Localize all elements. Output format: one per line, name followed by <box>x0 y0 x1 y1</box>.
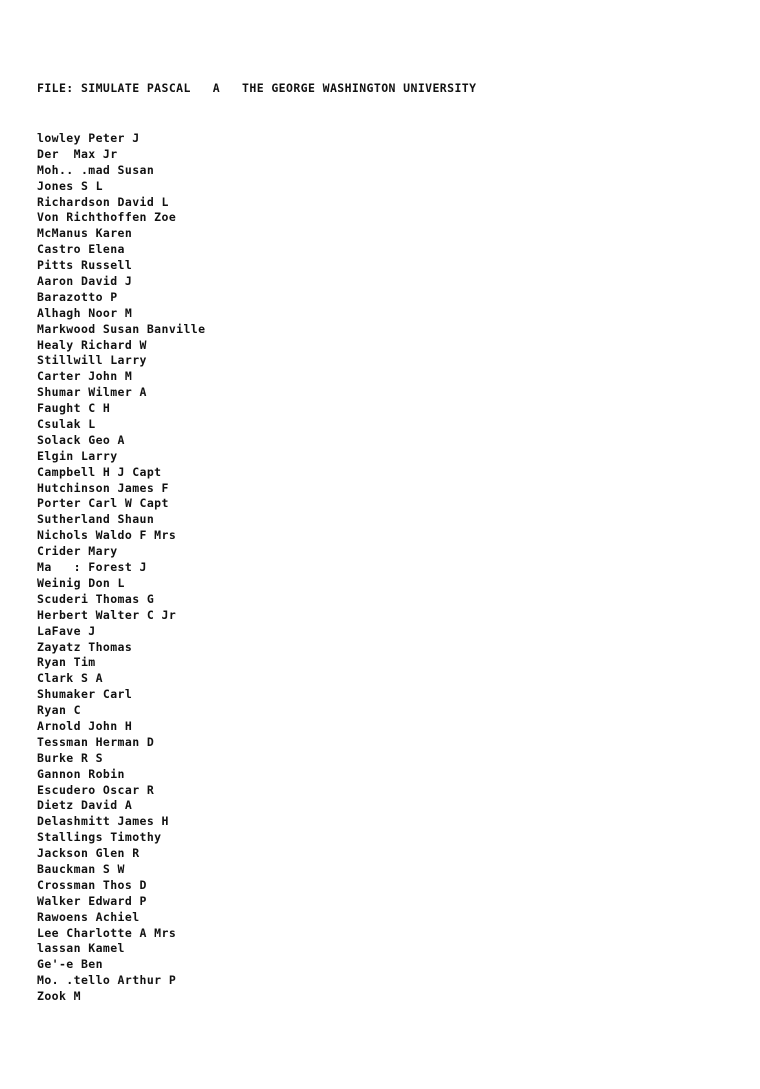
name-entry: Jackson Glen R <box>37 846 140 861</box>
name-entry: Arnold John H <box>37 718 133 733</box>
name-entry: Delashmitt James H <box>37 814 169 829</box>
names-list <box>37 131 205 1005</box>
name-entry: Moh.. .mad Susan <box>37 162 155 177</box>
name-entry: LaFave J <box>37 623 96 638</box>
name-entry: Barazotto P <box>37 289 118 304</box>
name-entry: Rawoens Achiel <box>37 909 140 924</box>
name-entry: Csulak L <box>37 417 96 432</box>
name-entry: lassan Kamel <box>37 941 125 956</box>
name-entry: Carter John M <box>37 369 133 384</box>
name-entry: Porter Carl W Capt <box>37 496 169 511</box>
name-entry: Stallings Timothy <box>37 830 162 845</box>
name-entry: Clark S A <box>37 671 103 686</box>
name-entry: Jones S L <box>37 178 103 193</box>
name-entry: Zook M <box>37 989 81 1004</box>
name-entry: Zayatz Thomas <box>37 639 133 654</box>
name-entry: Healy Richard W <box>37 337 147 352</box>
name-entry: Faught C H <box>37 401 111 416</box>
name-entry: Tessman Herman D <box>37 734 155 749</box>
name-entry: Hutchinson James F <box>37 480 169 495</box>
name-entry: Elgin Larry <box>37 448 118 463</box>
name-entry: McManus Karen <box>37 226 133 241</box>
name-entry: Bauckman S W <box>37 861 125 876</box>
name-entry: Shumar Wilmer A <box>37 385 147 400</box>
name-entry: Sutherland Shaun <box>37 512 155 527</box>
name-entry: Ma : Forest J <box>37 560 147 575</box>
name-entry: Scuderi Thomas G <box>37 591 155 606</box>
name-entry: Crossman Thos D <box>37 877 147 892</box>
name-entry: Castro Elena <box>37 242 125 257</box>
name-entry: Herbert Walter C Jr <box>37 607 177 622</box>
name-entry: Alhagh Noor M <box>37 305 133 320</box>
name-entry: Ryan Tim <box>37 655 96 670</box>
file-header: FILE: SIMULATE PASCAL A THE GEORGE WASHINGTON UNIVERSITY <box>37 81 477 95</box>
name-entry: Dietz David A <box>37 798 133 813</box>
name-entry: Pitts Russell <box>37 258 133 273</box>
name-entry: Der Max Jr <box>37 146 118 161</box>
name-entry: Campbell H J Capt <box>37 464 162 479</box>
name-entry: Lee Charlotte A Mrs <box>37 925 177 940</box>
name-entry: Von Richthoffen Zoe <box>37 210 177 225</box>
name-entry: lowley Peter J <box>37 131 140 145</box>
name-entry: Solack Geo A <box>37 432 125 447</box>
name-entry: Markwood Susan Banville <box>37 321 206 336</box>
name-entry: Gannon Robin <box>37 766 125 781</box>
name-entry: Ryan C <box>37 703 81 718</box>
name-entry: Richardson David L <box>37 194 169 209</box>
name-entry: Shumaker Carl <box>37 687 133 702</box>
name-entry: Crider Mary <box>37 544 118 559</box>
name-entry: Stillwill Larry <box>37 353 147 368</box>
name-entry: Nichols Waldo F Mrs <box>37 528 177 543</box>
name-entry: Mo. .tello Arthur P <box>37 973 177 988</box>
name-entry: Walker Edward P <box>37 893 147 908</box>
name-entry: Weinig Don L <box>37 575 125 590</box>
name-entry: Ge'-e Ben <box>37 957 103 972</box>
name-entry: Escudero Oscar R <box>37 782 155 797</box>
name-entry: Burke R S <box>37 750 103 765</box>
name-entry: Aaron David J <box>37 274 133 289</box>
